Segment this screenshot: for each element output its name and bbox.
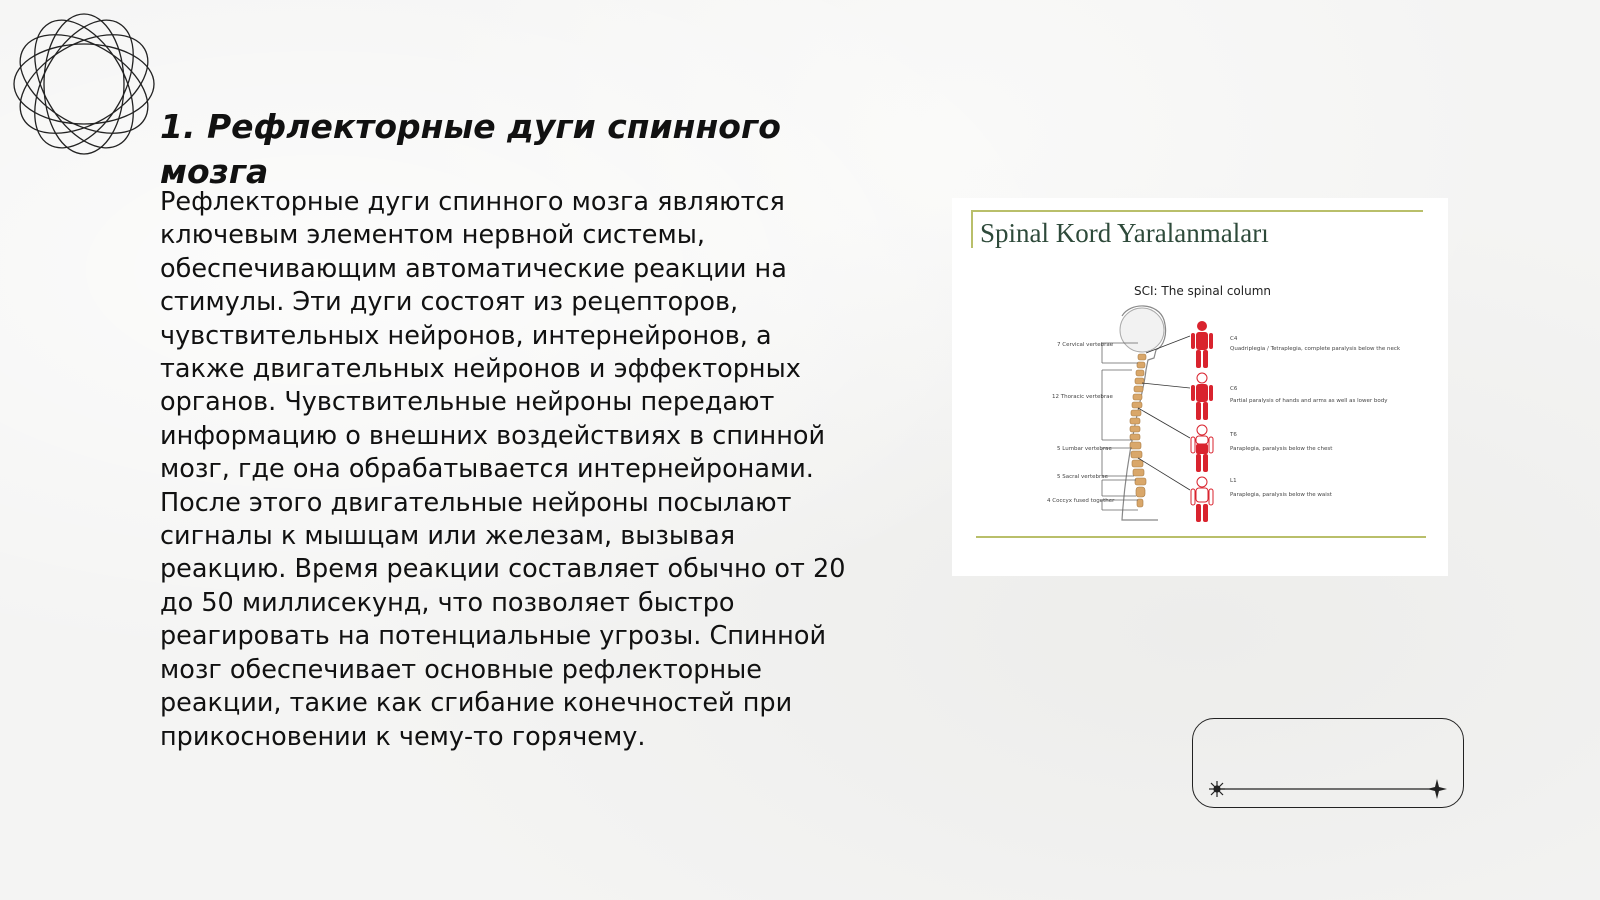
paralysis-figure-c6	[1191, 373, 1213, 420]
right-text-l1: Paraplegia, paralysis below the waist	[1230, 492, 1332, 498]
right-level-t6: T6	[1230, 432, 1237, 438]
right-level-l1: L1	[1230, 478, 1237, 484]
left-label-sacral: 5 Sacral vertebrae	[1057, 474, 1108, 480]
paralysis-figure-l1	[1191, 477, 1213, 522]
paralysis-figure-t6	[1191, 425, 1213, 472]
spine-illustration	[952, 198, 1448, 576]
left-label-lumbar: 5 Lumbar vertebrae	[1057, 446, 1112, 452]
figure-subtitle: SCI: The spinal column	[1134, 284, 1272, 298]
right-text-t6: Paraplegia, paralysis below the chest	[1230, 446, 1333, 452]
right-level-c4: C4	[1230, 336, 1238, 342]
paralysis-figure-c4	[1191, 321, 1213, 368]
right-level-c6: C6	[1230, 386, 1238, 392]
orbit-circles-logo	[10, 10, 158, 158]
left-label-thoracic: 12 Thoracic vertebrae	[1052, 394, 1113, 400]
decorative-nav-box	[1192, 718, 1464, 808]
sparkle-icon	[1427, 779, 1447, 799]
skull	[1120, 308, 1164, 352]
spinal-cord-figure	[952, 198, 1448, 576]
right-text-c4: Quadriplegia / Tetraplegia, complete paralysis below the neck	[1230, 346, 1401, 352]
slide-title: 1. Рефлекторные дуги спинного мозга	[160, 107, 781, 191]
slide-body-text: Рефлекторные дуги спинного мозга являются ключевым элементом нервной системы, обеспечивающим автоматические реакции на стимулы. Эти дуги состоят из рецепторов, чувствительных нейронов, интернейронов, а также двигательных нейронов и эффекторных органов. Чувствительные нейроны передают информацию о внешних воздействиях в спинной мозг, где она обрабатывается интернейронами. После этого двигательные нейроны посылают сигналы к мышцам или железам, вызывая реакцию. Время реакции составляет обычно от 20 до 50 миллисекунд, что позволяет быстро реагировать на потенциальные угрозы. Спинной мозг обеспечивает основные рефлекторные реакции, такие как сгибание конечностей при прикосновении к чему-то горячему.	[160, 187, 846, 752]
left-label-coccyx: 4 Coccyx fused together	[1047, 498, 1115, 504]
spine-vertebrae	[1130, 354, 1146, 507]
starburst-icon	[1209, 781, 1225, 797]
figure-title: Spinal Kord Yaralanmaları	[980, 218, 1269, 248]
left-label-cervical: 7 Cervical vertebrae	[1057, 342, 1114, 348]
right-text-c6: Partial paralysis of hands and arms as well as lower body	[1230, 398, 1388, 404]
